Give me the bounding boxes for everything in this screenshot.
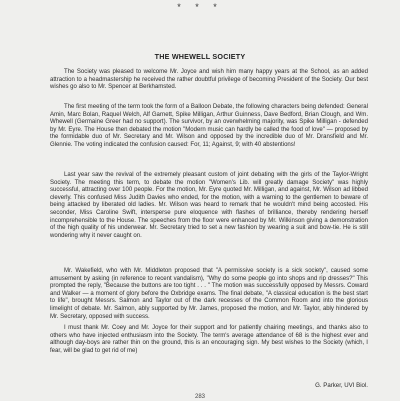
paragraph-balloon-debate: The first meeting of the term took the form of a Balloon Debate, the following characters being defended: General Amin, Marc Bolan, Raquel Welch, Alf Garnett, Spike Milligan, Arthur Guinness, Dave Bedford, Brian Clough, and Wm. Whewell (Germaine Greer had no support). The survivor, by an overwhelming majority, was Spike Milligan - defended by Mr. Eyre. The House then debated the motion "Modern music can hardly be called the food of love" — proposed by the formidable duo of Mr. Secretary and Mr. Wilson and opposed by the incredible duo of Mr. Dransfield and Mr. Glennie. The voting indicated the confusion caused: For, 11; Against, 9; with 40 abstentions! (50, 104, 368, 148)
section-ornament: * * * (177, 2, 223, 12)
article-title: THE WHEWELL SOCIETY (154, 52, 246, 61)
paragraph-introduction: The Society was pleased to welcome Mr. Joyce and wish him many happy years at the School, as an added attraction to a headmastership he received the rather doubtful privilege of becoming President of the Society. Our best wishes go also to Mr. Spencer at Berkhamsted. (50, 69, 368, 91)
page-number: 283 (194, 394, 205, 400)
author-signature: G. Parker, UVI Biol. (315, 382, 368, 389)
paragraph-joint-debate: Last year saw the revival of the extremely pleasant custom of joint debating with the girls of the Taylor-Wright Society. The meeting this term, to debate the motion "Women's Lib. will greatly damage Society" was highly successful, attracting over 100 people. For the motion, Mr. Eyre quoted Mr. Milligan, and against, Mr. Wilson ad libbed cleverly. This confused Miss Judith Davies who ended, for the motion, with a warning to the gentlemen to beware of being attacked by liberated old ladies. Mr. Wilson was heard to remark that he wouldn't mind being accosted. His seconder, Miss Caroline Swift, intersperse pure eloquence with flashes of brilliance, thereby rendering herself incomprehensible to the House. The speeches from the floor were enhanced by Mr. Wilkinson giving a demonstration of the high quality of his underwear. Mr. Secretary tried to set a new fashion by wearing a suit and bow-tie. He is still wondering why it never caught on. (50, 172, 368, 239)
paragraph-thanks: I must thank Mr. Coey and Mr. Joyce for their support and for patiently chairing meetings, and thanks also to others who have injected enthusiasm into the Society. The term's average attendance of 68 is the highest ever and although day-boys are rather thin on the ground, this is an encouraging sign. My best wishes to the Society (which, I fear, will be glad to get rid of me) (50, 325, 368, 354)
paragraph-permissive-society: Mr. Wakefield, who with Mr. Middleton proposed that "A permissive society is a sick society", caused some amusement by asking (in reference to recent vandalism), "Why do some people go into shops and rip dresses?" This prompted the reply, "Because the buttons are too tight . . . " The motion was successfully opposed by Messrs. Coward and Walker — a moment of glory before the Oxbridge exams. The final debate, "A classical education is the best start to life", brought Messrs. Salmon and Taylor out of the dark recesses of the Common Room and into the glorious limelight of debate. Mr. Salmon, ably supported by Mr. James, proposed the motion, and Mr. Taylor, ably hindered by Mr. Secretary, opposed with success. (50, 268, 368, 320)
